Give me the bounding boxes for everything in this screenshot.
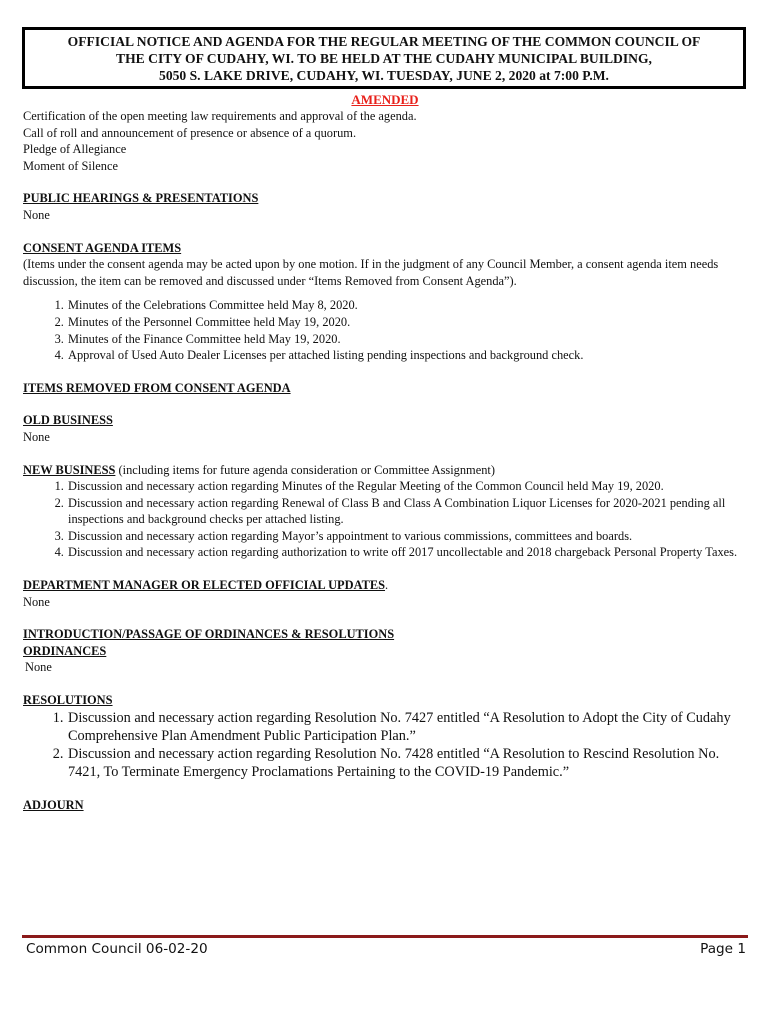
resolutions-heading: RESOLUTIONS <box>23 693 113 708</box>
new-business-list <box>23 478 753 561</box>
consent-agenda-heading: CONSENT AGENDA ITEMS <box>23 240 182 255</box>
footer-document-label: Common Council 06-02-20 <box>26 941 208 957</box>
consent-agenda-note: (Items under the consent agenda may be acted upon by one motion. If in the judgment of any Council Member, a consent agenda item needs discussion, the item can be removed and discussed under “Items Removed from Consent Agenda”). <box>23 257 719 288</box>
opening-item: Certification of the open meeting law requirements and approval of the agenda. <box>23 109 417 123</box>
list-item: 2. Discussion and necessary action regarding Resolution No. 7428 entitled “A Resolution to Rescind Resolution No. 7421, To Terminate Emergency Proclamations Pertaining to the COVID-19 Pandemic.” <box>67 745 753 781</box>
new-business-note: (including items for future agenda consideration or Committee Assignment) <box>115 462 495 477</box>
list-item: 4. Approval of Used Auto Dealer Licenses per attached listing pending inspections and background check. <box>67 347 753 364</box>
dept-updates-header <box>23 577 753 594</box>
adjourn-heading: ADJOURN <box>23 798 84 813</box>
new-business-header <box>23 462 753 479</box>
agenda-title-box <box>22 27 746 89</box>
ordinances-subheading: ORDINANCES <box>23 643 107 658</box>
public-hearings-heading: PUBLIC HEARINGS & PRESENTATIONS <box>23 191 259 206</box>
ordinances-resolutions-heading: INTRODUCTION/PASSAGE OF ORDINANCES & RESOLUTIONS <box>23 627 395 642</box>
list-item: 2. Minutes of the Personnel Committee held May 19, 2020. <box>67 314 753 331</box>
list-item: 3. Discussion and necessary action regarding Mayor’s appointment to various commissions, committees and boards. <box>67 528 753 545</box>
list-item: 2. Discussion and necessary action regarding Renewal of Class B and Class A Combination Liquor Licenses for 2020-2021 pending all inspections and background checks per attached listing. <box>67 495 753 528</box>
items-removed-heading: ITEMS REMOVED FROM CONSENT AGENDA <box>23 380 291 395</box>
new-business-heading: NEW BUSINESS <box>23 462 116 477</box>
consent-agenda-list <box>23 297 753 363</box>
amended-label: AMENDED <box>351 92 419 107</box>
agenda-body <box>23 108 753 814</box>
resolutions-list <box>23 709 753 782</box>
opening-item: Pledge of Allegiance <box>23 142 127 157</box>
title-line-1: OFFICIAL NOTICE AND AGENDA FOR THE REGULAR MEETING OF THE COMMON COUNCIL OF <box>67 34 701 49</box>
title-line-3: 5050 S. LAKE DRIVE, CUDAHY, WI. TUESDAY, JUNE 2, 2020 at 7:00 P.M. <box>159 68 609 83</box>
dept-updates-period: . <box>385 578 389 593</box>
title-line-2: THE CITY OF CUDAHY, WI. TO BE HELD AT THE CUDAHY MUNICIPAL BUILDING, <box>116 51 652 66</box>
list-item: 1. Minutes of the Celebrations Committee held May 8, 2020. <box>67 297 753 314</box>
list-item: 1. Discussion and necessary action regarding Resolution No. 7427 entitled “A Resolution to Adopt the City of Cudahy Comprehensive Plan Amendment Public Participation Plan.” <box>67 709 753 745</box>
footer-page-number: Page 1 <box>700 941 746 957</box>
opening-item: Moment of Silence <box>23 158 118 173</box>
old-business-body: None <box>23 429 50 444</box>
list-item: 1. Discussion and necessary action regarding Minutes of the Regular Meeting of the Common Council held May 19, 2020. <box>67 478 753 495</box>
public-hearings-body: None <box>23 207 50 222</box>
ordinances-body: None <box>25 660 52 675</box>
footer-divider <box>22 935 748 938</box>
list-item: 3. Minutes of the Finance Committee held May 19, 2020. <box>67 331 753 348</box>
dept-updates-heading: DEPARTMENT MANAGER OR ELECTED OFFICIAL UPDATES <box>23 578 386 593</box>
opening-item: Call of roll and announcement of presence or absence of a quorum. <box>23 125 357 140</box>
dept-updates-body: None <box>23 594 50 609</box>
old-business-heading: OLD BUSINESS <box>23 413 113 428</box>
list-item: 4. Discussion and necessary action regarding authorization to write off 2017 uncollectable and 2018 chargeback Personal Property Taxes. <box>67 544 753 561</box>
